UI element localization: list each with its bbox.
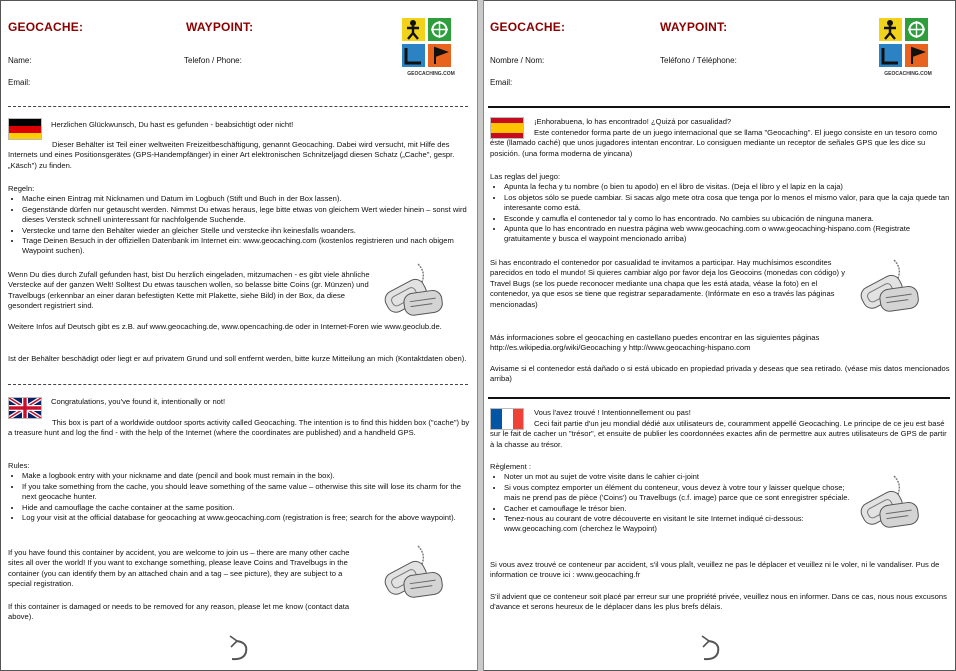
waypoint-label: WAYPOINT: — [186, 20, 254, 34]
de-paragraph-4: Ist der Behälter beschädigt oder liegt er auf privatem Grund und soll entfernt werden, bitte kurze Mitteilung an mich (Kontaktdaten oben). — [8, 354, 467, 363]
es-rules — [490, 172, 950, 245]
section-divider — [488, 397, 950, 399]
fr-intro: Vous l'avez trouvé ! Intentionnellement ou pas! — [534, 408, 691, 417]
logo-green-square — [905, 18, 928, 41]
en-intro: Congratulations, you've found it, intentionally or not! — [51, 397, 226, 406]
de-rule-1: • Mache einen Eintrag mit Nicknamen und Datum im Logbuch (Stift und Buch in der Box lassen). — [22, 194, 470, 204]
en-paragraph-2: If you have found this container by accident, you are welcome to join us – there are many other cache sites all over the world! If you want to exchange something, please leave Coins and Travelbugs in the container (you can identify them by an attached chain and a tag – see picture), they are subject to a special registration. — [8, 548, 350, 589]
phone-label: Telefon / Phone: — [184, 56, 242, 65]
name-label: Nombre / Nom: — [490, 56, 545, 65]
es-rule-2: • Los objetos sólo se puede cambiar. Si sacas algo mete otra cosa que tenga por lo menos el mismo valor, para que la caja quede tan interesante como está. — [504, 193, 950, 214]
de-rule-3: • Verstecke und tarne den Behälter wieder an gleicher Stelle und verstecke ihn keinesfalls woanders. — [22, 226, 470, 236]
de-paragraph-2: Wenn Du dies durch Zufall gefunden hast, bist Du herzlich eingeladen, mitzumachen - es gibt viele ähnliche Verstecke auf der ganzen Welt! Solltest Du etwas tauschen wollen, so belasse bitte Coins (gr. Münzen) und Travelbugs (erkennbar an einer daran befestigten Kette mit Plakette, siehe Bild) in der Box, da diese gesondert registriert sind. — [8, 270, 370, 311]
fr-paragraph-1: Ceci fait partie d'un jeu mondial dédié aux utilisateurs de, couramment appellé Geocaching. Le principe de ce jeu est basé sur le fait de cacher un "trésor", et ensuite de publier les coordonnées exactes afin de permettre aux autres utilisateurs de GPS de partir à la chasse au trésor. — [490, 419, 947, 449]
email-label: Email: — [8, 78, 31, 87]
turn-page-arrow-icon — [224, 632, 250, 662]
logo-blue-square — [879, 44, 902, 67]
logo-caption: GEOCACHING.COM — [884, 71, 932, 77]
es-rule-3: • Esconde y camufla el contenedor tal y como lo has encontrado. No cambies su ubicación de ninguna manera. — [504, 214, 950, 224]
en-rules — [8, 461, 470, 523]
en-rule-3: • Hide and camouflage the cache container at the same position. — [22, 503, 470, 513]
left-card — [0, 0, 477, 671]
logo-caption: GEOCACHING.COM — [407, 71, 455, 77]
logo-orange-square — [905, 44, 928, 67]
de-intro: Herzlichen Glückwunsch, Du hast es gefunden - beabsichtigt oder nicht! — [51, 120, 294, 129]
geocache-label: GEOCACHE: — [490, 20, 566, 34]
es-paragraph-1: Este contenedor forma parte de un juego internacional que se llama "Geocaching". El juego consiste en un tesoro como éste (llamado caché) que unos jugadores intentan encontrar. Lo consiguen mediante un receptor de señales GPS que les dice su posición. (una forma moderna de yincana) — [490, 128, 938, 158]
right-card — [484, 0, 954, 671]
fr-rule-3: • Cacher et camouflage le trésor bien. — [504, 504, 850, 514]
de-rules-title: Regeln: — [8, 184, 35, 193]
es-rule-1: • Apunta la fecha y tu nombre (o bien tu apodo) en el libro de visitas. (Deja el libro y el lapiz en la caja) — [504, 182, 950, 192]
fr-paragraph-2: Si vous avez trouvé ce conteneur par accident, s'il vous plaît, veuillez ne pas le déplacer et veuillez ni le voler, ni le vandaliser. Pus de information ce trouve ici : www.geocaching.fr — [490, 560, 940, 580]
geocaching-logo — [402, 18, 460, 80]
travelbug-tag-image — [378, 544, 446, 604]
center-divider — [477, 0, 484, 671]
logo-orange-square — [428, 44, 451, 67]
signature-line — [8, 106, 468, 107]
es-rules-title: Las reglas del juego: — [490, 172, 561, 181]
geocache-label: GEOCACHE: — [8, 20, 84, 34]
de-rule-4: • Trage Deinen Besuch in der offiziellen Datenbank im Internet ein: www.geocaching.com (kostenlos registrieren und nach obigem Waypoint suchen). — [22, 236, 470, 257]
logo-green-square — [428, 18, 451, 41]
logo-blue-square — [402, 44, 425, 67]
de-paragraph-3: Weitere Infos auf Deutsch gibt es z.B. auf www.geocaching.de, www.opencaching.de oder in Internet-Foren wie www.geoclub.de. — [8, 322, 442, 331]
section-divider — [8, 384, 468, 385]
phone-label: Teléfono / Téléphone: — [660, 56, 737, 65]
geocaching-logo — [879, 18, 937, 80]
fr-rule-2: • Si vous comptez emporter un élément du conteneur, vous devez à votre tour y laisser quelque chose; mais ne prend pas de pièce ('Coins') ou Travelbugs (c.f. image) parce que ce sont enregistrer spéciale. — [504, 483, 850, 504]
fr-paragraph-3: S'il advient que ce conteneur soit placé par erreur sur une propriété privée, veuillez nous en informer. Dans ce cas, nous nous excusons d'avance et serons heureux de le déplacer dans les plus brefs délais. — [490, 592, 947, 612]
waypoint-label: WAYPOINT: — [660, 20, 728, 34]
en-paragraph-3: If this container is damaged or needs to be removed for any reason, please let me know (contact data above). — [8, 602, 350, 622]
turn-page-arrow-icon — [696, 632, 722, 662]
uk-flag-icon — [8, 397, 42, 419]
es-intro: ¡Enhorabuena, lo has encontrado! ¿Quizá por casualidad? — [534, 117, 732, 126]
travelbug-tag-image — [854, 258, 922, 318]
en-rule-2: • If you take something from the cache, you should leave something of the same value – otherwise this site will lose its charm for the next geocache hunter. — [22, 482, 470, 503]
signature-line — [488, 106, 950, 108]
es-rule-4: • Apunta que lo has encontrado en nuestra página web www.geocaching.com o www.geocaching-hispano.com (Registrate gratuitamente y busca el waypoint mencionado arriba) — [504, 224, 950, 245]
de-rule-2: • Gegenstände dürfen nur getauscht werden. Nimmst Du etwas heraus, lege bitte etwas von gleichem Wert wieder hinein – sonst wird dieses Versteck schnell uninteressant für nachfolgende Suchende. — [22, 205, 470, 226]
en-rule-1: • Make a logbook entry with your nickname and date (pencil and book must remain in the box). — [22, 471, 470, 481]
name-label: Name: — [8, 56, 32, 65]
es-paragraph-4: Avisame si el contenedor está dañado o si está ubicado en propiedad privada y deseas que sea retirado. (véase mis datos mencionados arriba) — [490, 364, 950, 384]
en-paragraph-1: This box is part of a worldwide outdoor sports activity called Geocaching. The intention is to find this hidden box ("cache") by a treasure hunt and log the find - with the help of the Internet (where the coordinates are published) and a handheld GPS. — [8, 418, 470, 438]
german-flag-icon — [8, 118, 42, 140]
travelbug-tag-image — [854, 474, 922, 534]
fr-rules-title: Règlement : — [490, 462, 531, 471]
fr-rule-4: • Tenez-nous au courant de votre découverte en visitant le site Internet indiqué ci-dessous: www.geocaching.com (cherchez le Waypoint) — [504, 514, 850, 535]
travelbug-tag-image — [378, 262, 446, 322]
fr-rule-1: • Noter un mot au sujet de votre visite dans le cahier ci-joint — [504, 472, 850, 482]
en-rule-4: • Log your visit at the official database for geocaching at www.geocaching.com (registration is free; search for the above waypoint). — [22, 513, 470, 523]
en-rules-title: Rules: — [8, 461, 30, 470]
es-paragraph-2: Si has encontrado el contenedor por casualidad te invitamos a participar. Hay muchísimos escondites parecidos en todo el mundo! Si quieres cambiar algo por favor deja los Geocoins (monedas con código) y Travel Bugs (se los puede reconocer mediante una chapa que les está atada, véase la foto) en el contenedor, ya que esos se tiene que registrar separadamente. (Infórmate en eso a través las páginas mencionadas) — [490, 258, 845, 309]
logo-yellow-square — [402, 18, 425, 41]
es-paragraph-3: Más informaciones sobre el geocaching en castellano puedes encontrar en las siguientes páginas http://es.wikipedia.org/wiki/Geocaching y http://www.geocaching-hispano.com — [490, 333, 820, 353]
logo-yellow-square — [879, 18, 902, 41]
de-rules — [8, 184, 470, 257]
de-paragraph-1: Dieser Behälter ist Teil einer weltweiten Freizeitbeschäftigung, genannt Geocaching. Dabei wird versucht, mit Hilfe des Internets und eines Positionsgerätes (GPS-Handempfänger) in einer Art elektronischen Schnitzeljagd diesen Schatz („Cache", gespr. „Käsch") zu finden. — [8, 140, 455, 170]
fr-rules — [490, 462, 850, 535]
email-label: Email: — [490, 78, 513, 87]
